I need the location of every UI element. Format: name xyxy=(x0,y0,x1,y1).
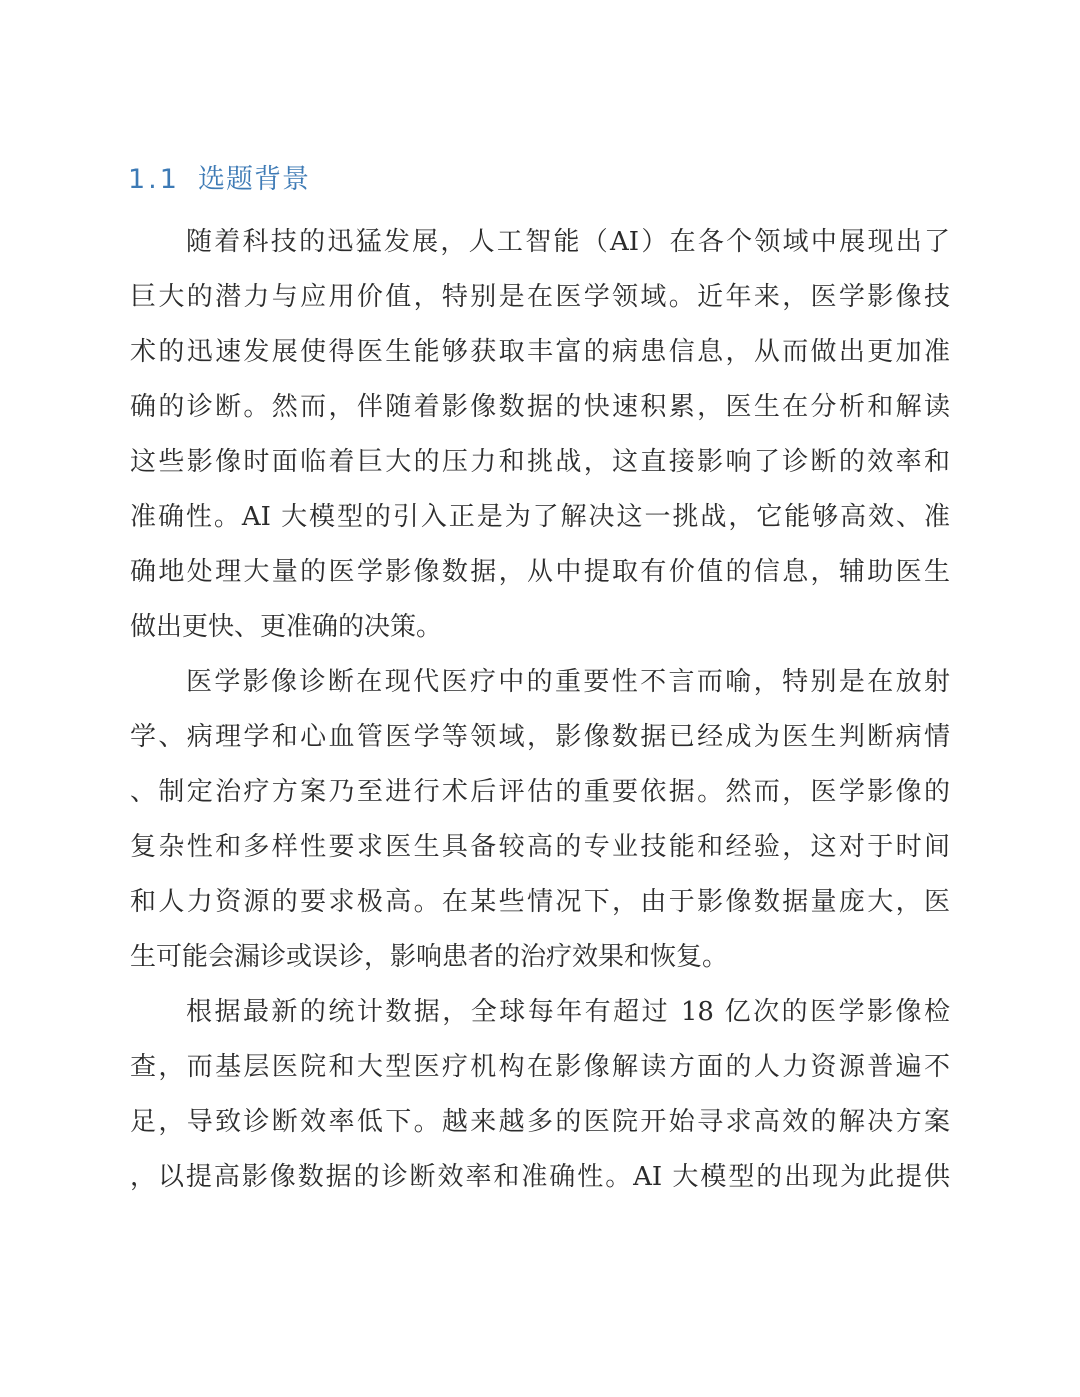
paragraph-line: 确地处理大量的医学影像数据，从中提取有价值的信息，辅助医生 xyxy=(130,557,950,587)
paragraph-line: 确的诊断。然而，伴随着影像数据的快速积累，医生在分析和解读 xyxy=(130,392,950,422)
paragraph-line: 足，导致诊断效率低下。越来越多的医院开始寻求高效的解决方案 xyxy=(130,1107,950,1137)
paragraph-line: 准确性。AI 大模型的引入正是为了解决这一挑战，它能够高效、准 xyxy=(130,502,950,532)
paragraph-line: 根据最新的统计数据，全球每年有超过 18 亿次的医学影像检 xyxy=(186,997,950,1027)
paragraph-line: 这些影像时面临着巨大的压力和挑战，这直接影响了诊断的效率和 xyxy=(130,447,950,477)
paragraph-line: 医学影像诊断在现代医疗中的重要性不言而喻，特别是在放射 xyxy=(186,667,950,697)
section-heading xyxy=(128,158,310,202)
paragraph-line: 复杂性和多样性要求医生具备较高的专业技能和经验，这对于时间 xyxy=(130,832,950,862)
section-number: 1.1 xyxy=(128,164,180,195)
paragraph-line: 术的迅速发展使得医生能够获取丰富的病患信息，从而做出更加准 xyxy=(130,337,950,367)
paragraph-line: 随着科技的迅猛发展，人工智能（AI）在各个领域中展现出了 xyxy=(186,227,950,257)
paragraph-line: 学、病理学和心血管医学等领域，影像数据已经成为医生判断病情 xyxy=(130,722,950,752)
paragraph-line: 和人力资源的要求极高。在某些情况下，由于影像数据量庞大，医 xyxy=(130,887,950,917)
paragraph-line: 、制定治疗方案乃至进行术后评估的重要依据。然而，医学影像的 xyxy=(130,777,950,807)
paragraph-line: 巨大的潜力与应用价值，特别是在医学领域。近年来，医学影像技 xyxy=(130,282,950,312)
paragraph-line: 查，而基层医院和大型医疗机构在影像解读方面的人力资源普遍不 xyxy=(130,1052,950,1082)
paragraph-line: 生可能会漏诊或误诊，影响患者的治疗效果和恢复。 xyxy=(130,942,729,972)
paragraph-line: ，以提高影像数据的诊断效率和准确性。AI 大模型的出现为此提供 xyxy=(130,1162,950,1192)
paragraph-line: 做出更快、更准确的决策。 xyxy=(130,612,443,642)
section-title: 选题背景 xyxy=(197,164,310,195)
